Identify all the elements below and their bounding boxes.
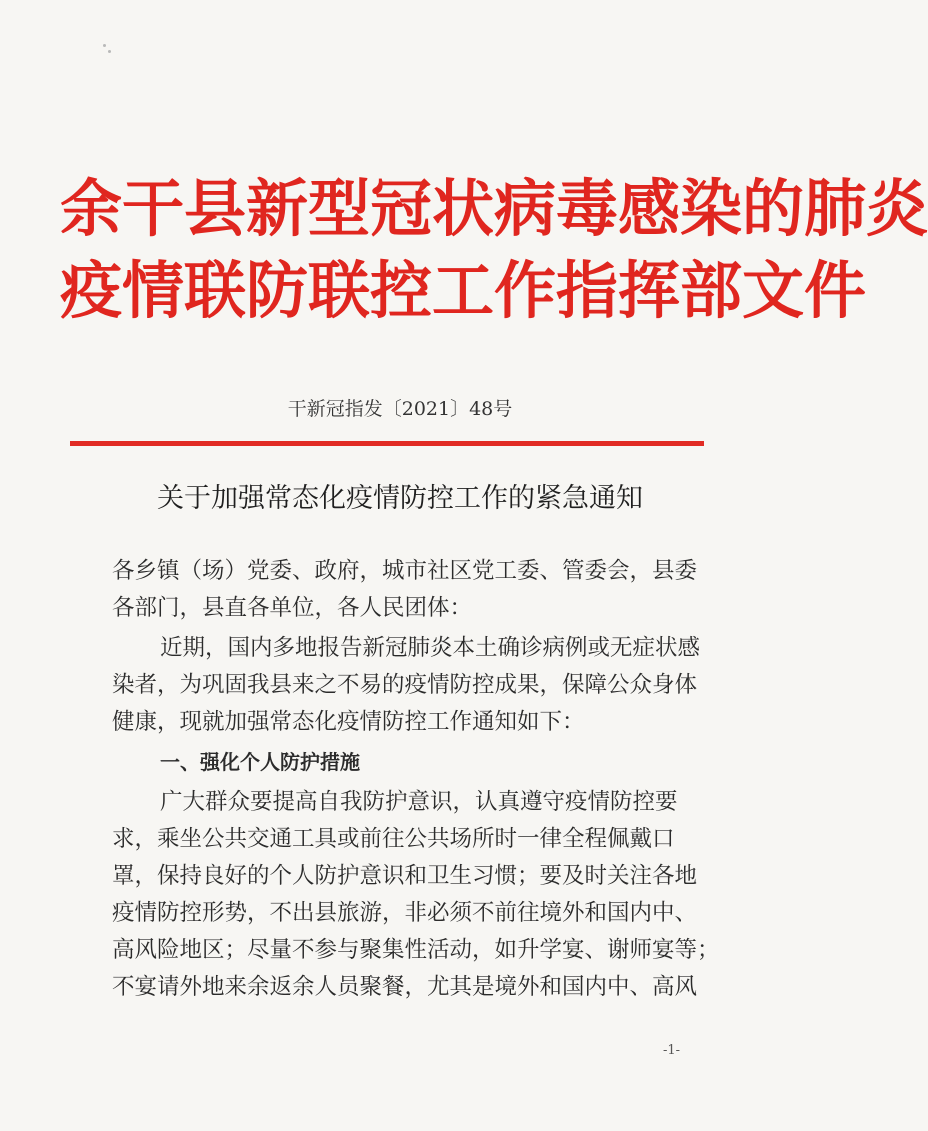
paragraph-line: 近期，国内多地报告新冠肺炎本土确诊病例或无症状感: [160, 635, 701, 661]
paragraph-line: 罩，保持良好的个人防护意识和卫生习惯；要及时关注各地: [112, 863, 698, 889]
intro-paragraph: [112, 630, 701, 741]
addressee-line: 各部门，县直各单位，各人民团体：: [112, 595, 473, 621]
addressee-block: [112, 553, 698, 627]
page-number: -1-: [662, 1043, 680, 1058]
paragraph-line: 健康，现就加强常态化疫情防控工作通知如下：: [112, 709, 585, 735]
paragraph-line: 不宴请外地来余返余人员聚餐，尤其是境外和国内中、高风: [112, 974, 698, 1000]
red-divider-line: [70, 441, 704, 446]
paragraph-line: 高风险地区；尽量不参与聚集性活动，如升学宴、谢师宴等；: [112, 937, 720, 963]
addressee-line: 各乡镇（场）党委、政府，城市社区党工委、管委会，县委: [112, 558, 698, 584]
section-1-paragraph: [112, 784, 720, 1006]
paragraph-line: 广大群众要提高自我防护意识，认真遵守疫情防控要: [160, 789, 678, 815]
paragraph-line: 求，乘坐公共交通工具或前往公共场所时一律全程佩戴口: [112, 826, 675, 852]
header-title-line-1: 余干县新型冠状病毒感染的肺炎: [60, 172, 928, 245]
document-number: 干新冠指发〔2021〕48号: [287, 398, 513, 420]
scan-speck: [103, 44, 106, 47]
header-title-line-2: 疫情联防联控工作指挥部文件: [60, 254, 867, 327]
section-heading: [112, 744, 692, 781]
document-header-title: [60, 168, 928, 332]
paragraph-line: 染者，为巩固我县来之不易的疫情防控成果，保障公众身体: [112, 672, 698, 698]
scan-speck: [108, 50, 111, 53]
section-1-heading: 一、强化个人防护措施: [160, 750, 360, 774]
notice-title: 关于加强常态化疫情防控工作的紧急通知: [157, 483, 643, 514]
paragraph-line: 疫情防控形势，不出县旅游，非必须不前往境外和国内中、: [112, 900, 698, 926]
